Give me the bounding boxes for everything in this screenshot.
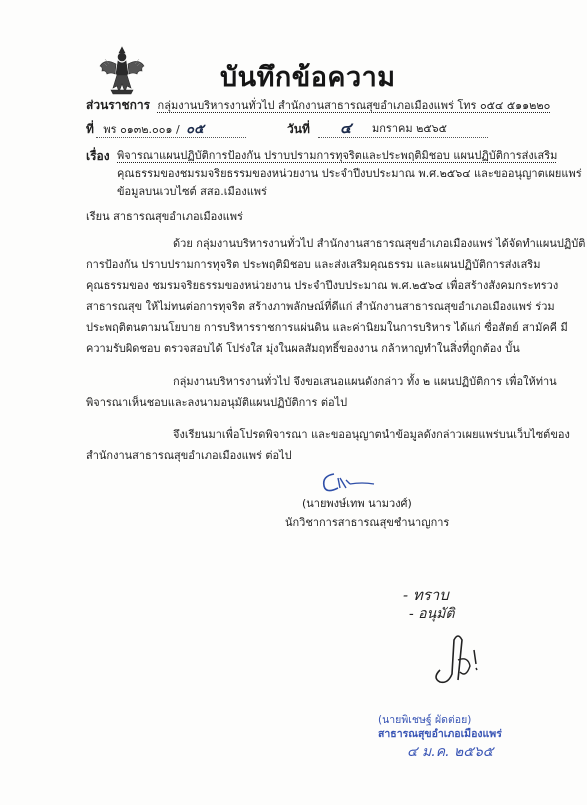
body-paragraph-2-line-1: กลุ่มงานบริหารงานทั่วไป จึงขอเสนอแผนดังกล่าว ทั้ง ๒ แผนปฏิบัติการ เพื่อให้ท่าน [173,375,557,388]
body-paragraph-3-line-2: สำนักงานสาธารณสุขอำเภอเมืองแพร่ ต่อไป [86,449,292,462]
approval-note-acknowledged: - ทราบ [403,586,449,604]
signer-2-name: (นายพิเชษฐ์ ผัดต่อย) [378,714,472,726]
subject-label-text: เรื่อง [86,149,110,163]
approval-note-approved: - อนุมัติ [409,606,455,622]
memo-title: บันทึกข้อความ [220,62,396,93]
subject-line-2: คุณธรรมของชมรมจริยธรรมของหน่วยงาน ประจำปีงบประมาณ พ.ศ.๒๕๖๔ และขออนุญาตเผยแพร่ [117,167,582,180]
ref-dotted-line [96,137,246,138]
date-month-year: มกราคม ๒๕๖๕ [372,122,447,135]
reference-row [86,122,556,137]
body-paragraph-1-line-1: ด้วย กลุ่มงานบริหารงานทั่วไป สำนักงานสาธารณสุขอำเภอเมืองแพร่ ได้จัดทำแผนปฏิบัติ [173,237,586,250]
salutation: เรียน สาธารณสุขอำเภอเมืองแพร่ [86,210,243,223]
date-day-handwritten: ๔ [340,119,352,137]
signature-1-mark [316,466,386,498]
subject-line-3: ข้อมูลบนเวบไซต์ สสอ.เมืองแพร่ [117,185,267,198]
body-paragraph-1-line-2: การป้องกัน ปราบปรามการทุจริต ประพฤติมิชอบ และส่งเสริมคุณธรรม และแผนปฏิบัติการส่งเสริม [86,258,541,271]
body-paragraph-1-line-5: ประพฤติตนตามนโยบาย การบริหารราชการแผ่นดิน และค่านิยมในการบริหาร ได้แก่ ซื่อสัตย์ สามัคคี มี [86,321,568,334]
subject-line-1: พิจารณาแผนปฏิบัติการป้องกัน ปราบปรามการทุจริตและประพฤติมิชอบ แผนปฏิบัติการส่งเสริม [117,149,558,162]
subject-label [86,149,110,164]
ref-label: ที่ [86,122,94,136]
agency-row [86,98,550,113]
agency-value: กลุ่มงานบริหารงานทั่วไป สำนักงานสาธารณสุขอำเภอเมืองแพร่ โทร ๐๕๔ ๕๑๑๒๒๐ [157,99,551,112]
signature-2-mark [418,620,488,692]
body-paragraph-1-line-3: คุณธรรมของ ชมรมจริยธรรมของหน่วยงาน ประจำปีงบประมาณ พ.ศ.๒๕๖๔ เพื่อสร้างสังคมกระทรวง [86,279,559,292]
agency-label: ส่วนราชการ [86,98,151,112]
signer-1-name: (นายพงษ์เทพ นามวงศ์) [302,497,412,510]
date-row [287,122,310,137]
body-paragraph-2-line-2: พิจารณาเห็นชอบและลงนามอนุมัติแผนปฏิบัติการ ต่อไป [86,396,348,409]
signer-2-position: สาธารณสุขอำเภอเมืองแพร่ [378,728,502,740]
ref-handwritten-number: ๐๕ [186,122,204,137]
approval-date-handwritten: ๔ ม.ค. ๒๕๖๕ [407,744,494,760]
date-label: วันที่ [287,122,310,136]
body-paragraph-1-line-6: ความรับผิดชอบ ตรวจสอบได้ โปร่งใส มุ่งในผลสัมฤทธิ์ของงาน กล้าหาญทำในสิ่งที่ถูกต้อง บั้น [86,342,520,355]
ref-value: พร ๐๑๓๒.๐๐๑ / [103,123,180,136]
date-dotted-line [318,137,488,138]
body-paragraph-1-line-4: สาธารณสุข ให้ไม่ทนต่อการทุจริต สร้างภาพลักษณ์ที่ดีแก่ สำนักงานสาธารณสุขอำเภอเมืองแพร่ ร่วม [86,300,555,313]
body-paragraph-3-line-1: จึงเรียนมาเพื่อโปรดพิจารณา และขออนุญาตนำข้อมูลดังกล่าวเผยแพร่บนเว็บไซต์ของ [173,428,570,441]
garuda-emblem-icon [97,44,147,96]
signer-1-position: นักวิชาการสาธารณสุขชำนาญการ [285,516,450,529]
